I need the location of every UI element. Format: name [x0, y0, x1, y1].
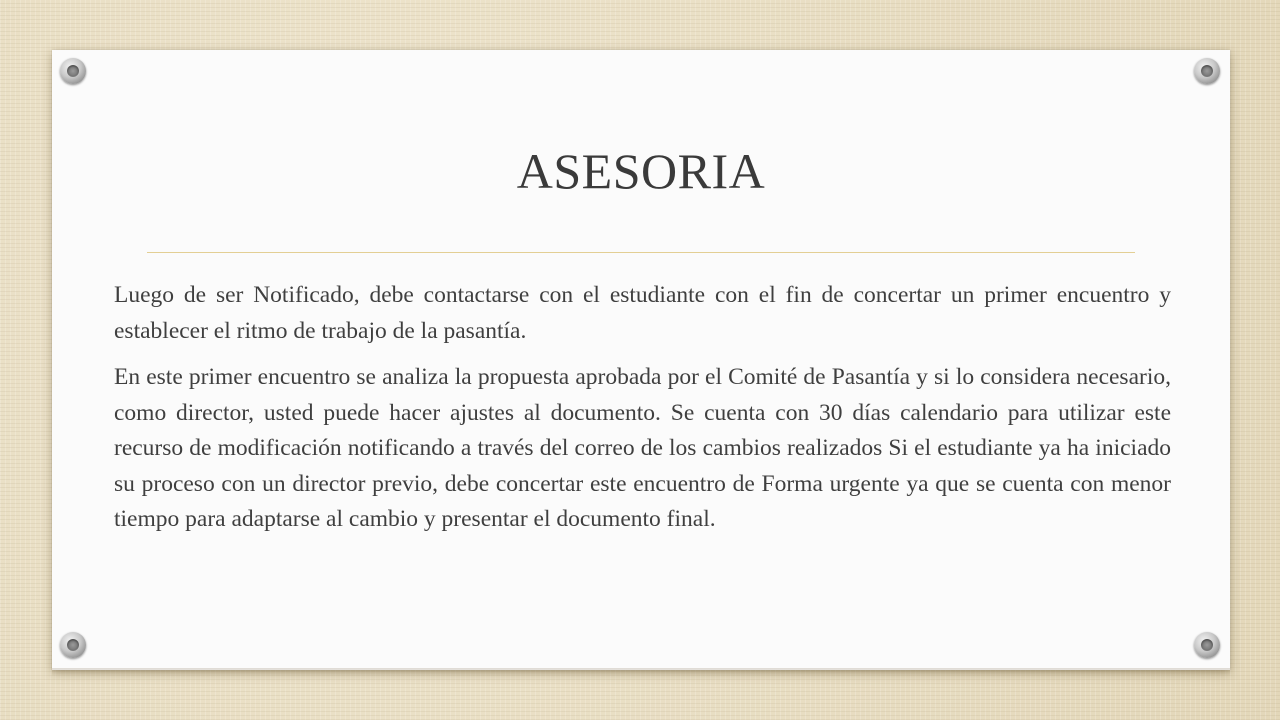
rivet-top-right-icon: [1194, 58, 1220, 84]
slide-card: [52, 50, 1230, 670]
slide-body: [114, 278, 1171, 549]
rivet-bottom-right-icon: [1194, 632, 1220, 658]
body-paragraph-1: Luego de ser Notificado, debe contactarse con el estudiante con el fin de concertar un primer encuentro y establecer el ritmo de trabajo de la pasantía.: [114, 282, 1171, 344]
title-divider: [147, 252, 1135, 253]
body-paragraph-2: En este primer encuentro se analiza la propuesta aprobada por el Comité de Pasantía y si lo considera necesario, como director, usted puede hacer ajustes al documento. Se cuenta con 30 días calendario para utilizar este recurso de modificación notificando a través del correo de los cambios realizados Si el estudiante ya ha iniciado su proceso con un director previo, debe concertar este encuentro de Forma urgente ya que se cuenta con menor tiempo para adaptarse al cambio y presentar el documento final.: [114, 364, 1171, 532]
rivet-bottom-left-icon: [60, 632, 86, 658]
slide-title: ASESORIA: [516, 143, 766, 199]
rivet-top-left-icon: [60, 58, 86, 84]
